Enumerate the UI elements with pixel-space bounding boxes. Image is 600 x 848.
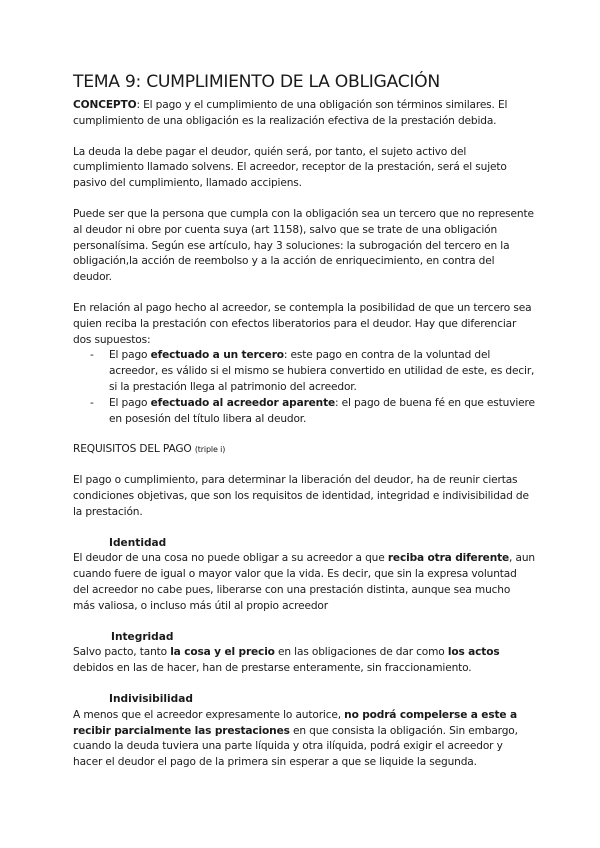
indivisibilidad-text: A menos que el acreedor expresamente lo autorice,: [73, 708, 345, 721]
indivisibilidad-bold: no podrá compelerse a este a recibir parcialmente las prestaciones: [73, 708, 517, 737]
integridad-bold: los actos: [447, 646, 500, 659]
supuestos-list: [73, 348, 535, 427]
deudor-paragraph: La deuda la debe pagar el deudor, quién será, por tanto, el sujeto activo del cumplimiento llamado solvens. El acreedor, receptor de la prestación, será el sujeto pasivo del cumplimiento, llamado accipiens.: [73, 145, 507, 190]
concepto-label: CONCEPTO: [73, 99, 137, 111]
pago-acreedor-paragraph: En relación al pago hecho al acreedor, se contempla la posibilidad de que un tercero sea quien reciba la prestación con efectos liberatorios para el deudor. Hay que diferenciar dos supuestos:: [73, 301, 532, 346]
identidad-text: El deudor de una cosa no puede obligar a su acreedor a que: [73, 552, 388, 565]
identidad-text: , aun cuando fuere de igual o mayor valor que la vida. Es decir, que sin la expresa voluntad del acreedor no cabe pues, liberarse con una prestación distinta, aunque sea mucho más valiosa, o incluso más útil al propio acreedor: [73, 552, 535, 612]
integridad-bold: la cosa y el precio: [170, 646, 275, 659]
requisitos-heading: [73, 442, 535, 458]
integridad-heading: Integridad: [111, 630, 174, 643]
list-item-text: : este pago en contra de la voluntad del acreedor, es válido si el mismo se hubiera convertido en utilidad de este, es decir, si la prestación llega al patrimonio del acreedor.: [109, 349, 535, 393]
identidad-paragraph: [73, 551, 535, 614]
identidad-bold: reciba otra diferente: [387, 552, 510, 565]
integridad-paragraph: [73, 645, 535, 677]
concepto-paragraph: [73, 98, 535, 130]
list-item: [73, 348, 535, 395]
tercero-paragraph: Puede ser que la persona que cumpla con la obligación sea un tercero que no represente al deudor ni obre por cuenta suya (art 1158), salvo que se trate de una obligación personalísima. Según ese artículo, hay 3 soluciones: la subrogación del tercero en la obligación,la acción de reembolso y a la acción de enriquecimiento, en contra del deudor.: [73, 207, 534, 284]
document-page: [73, 72, 535, 771]
list-item-bold: efectuado a un tercero: [150, 349, 284, 362]
indivisibilidad-paragraph: [73, 708, 535, 771]
bullet-dash: -: [90, 349, 94, 362]
concepto-text: : El pago y el cumplimiento de una obligación son términos similares. El cumplimiento de una obligación es la realización efectiva de la prestación debida.: [73, 99, 508, 127]
indivisibilidad-text: en que consista la obligación. Sin embargo, cuando la deuda tuviera una parte líquida y otra ilíquida, podrá exigir el acreedor y hacer el deudor el pago de la primera sin esperar a que se liquide la segunda.: [73, 724, 518, 769]
list-item-text: El pago: [109, 396, 151, 409]
indivisibilidad-heading: Indivisibilidad: [109, 692, 193, 705]
requisitos-label: REQUISITOS DEL PAGO: [73, 443, 195, 456]
integridad-text: Salvo pacto, tanto: [73, 646, 171, 659]
requisitos-note: (triple i): [194, 445, 226, 455]
requisitos-paragraph: El pago o cumplimiento, para determinar la liberación del deudor, ha de reunir ciertas condiciones objetivas, que son los requisitos de identidad, integridad e indivisibilidad de la prestación.: [73, 474, 529, 518]
list-item-text: : el pago de buena fé en que estuviere en posesión del título libera al deudor.: [109, 396, 535, 425]
identidad-heading: Identidad: [109, 536, 167, 549]
integridad-text: debidos en las de hacer, han de prestarse enteramente, sin fraccionamiento.: [73, 662, 472, 675]
list-item-text: El pago: [109, 349, 151, 362]
page-title: TEMA 9: CUMPLIMIENTO DE LA OBLIGACIÓN: [73, 72, 440, 92]
list-item: [73, 396, 535, 428]
bullet-dash: -: [90, 396, 94, 409]
list-item-bold: efectuado al acreedor aparente: [150, 396, 336, 409]
integridad-text: en las obligaciones de dar como: [274, 646, 448, 659]
